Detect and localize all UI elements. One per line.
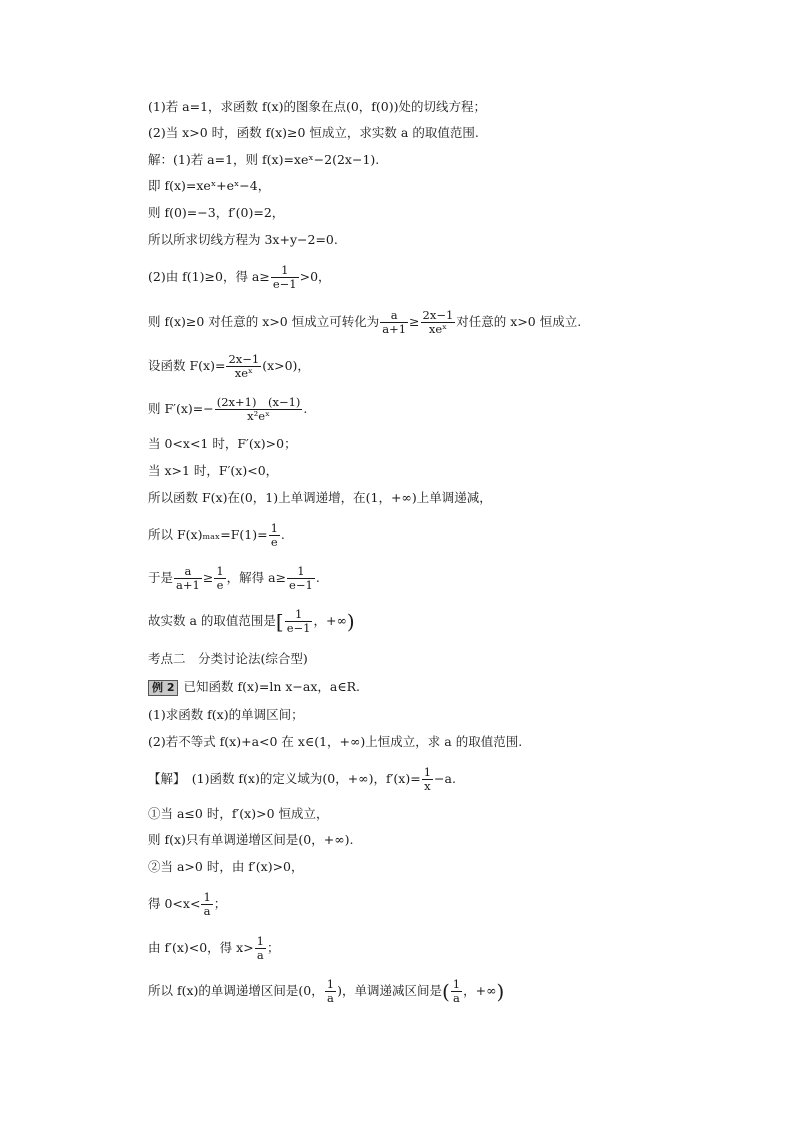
- fraction: $\frac{(2x+1) (x-1)}{\text{x²eˣ}}$: [216, 395, 301, 423]
- fraction: $\frac{a}{a+1}$: [176, 564, 200, 592]
- fraction: $\frac{1}{e-1}$: [289, 564, 313, 592]
- solution-line: 由 f′(x)<0，得 x> $\frac{1}{a}$ ；: [148, 934, 280, 962]
- example-part-2: (2)若不等式 f(x)+a<0 在 x∈(1，+∞)上恒成立，求 a 的取值范围.: [148, 734, 523, 749]
- solution-line: (2)由 f(1)≥0，得 a≥ $\frac{1}{e-1}$ >0，: [148, 263, 331, 291]
- solution-line: 所以 f(x)的单调递增区间是(0， $\frac{1}{a}$ )，单调递减区间是( $\frac{1}{a}$ ，+∞): [148, 977, 505, 1005]
- solution-line: 则 f(x)只有单调递增区间是(0，+∞).: [148, 832, 354, 847]
- fraction: $\frac{1}{e}$: [216, 564, 224, 592]
- solution-line: 则 f(0)=−3，f′(0)=2，: [148, 205, 285, 220]
- fraction: $\frac{1}{x}$: [423, 765, 432, 793]
- solution-line: 所以函数 F(x)在(0，1)上单调递增，在(1，+∞)上单调递减，: [148, 490, 492, 505]
- solution-line: 得 0<x< $\frac{1}{a}$ ；: [148, 890, 227, 918]
- question-part-1: (1)若 a=1，求函数 f(x)的图象在点(0，f(0))处的切线方程；: [148, 99, 487, 114]
- solution-line: 【解】 (1)函数 f(x)的定义域为(0，+∞)，f′(x)= $\frac{1}{x}$ −a.: [148, 765, 456, 793]
- example-part-1: (1)求函数 f(x)的单调区间；: [148, 707, 304, 722]
- fraction: $\frac{2x-1}{\text{xeˣ}}$: [228, 352, 260, 380]
- fraction: $\frac{1}{e-1}$: [286, 607, 311, 635]
- solution-line: 则 f(x)≥0 对任意的 x>0 恒成立可转化为 $\frac{a}{a+1}$ ≥ $\frac{2x-1}{\text{xeˣ}}$ 对任意的 x>0 恒成立.: [148, 308, 582, 336]
- solution-line: 解：(1)若 a=1，则 f(x)=xeˣ−2(2x−1).: [148, 152, 380, 167]
- solution-line: 则 F′(x)=− $\frac{(2x+1) (x-1)}{\text{x²eˣ}}$ .: [148, 395, 308, 423]
- solution-line: 当 x>1 时，F′(x)<0，: [148, 463, 279, 478]
- fraction: $\frac{a}{a+1}$: [382, 308, 407, 336]
- solution-line: 所以所求切线方程为 3x+y−2=0.: [148, 232, 338, 247]
- solution-line: 于是 $\frac{a}{a+1}$ ≥ $\frac{1}{e}$ ，解得 a≥ $\frac{1}{e-1}$ .: [148, 564, 320, 592]
- example-statement: 例 2 已知函数 f(x)=ln x−ax，a∈R.: [148, 679, 360, 696]
- fraction: $\frac{1}{a}$: [452, 977, 461, 1005]
- solution-line: 故实数 a 的取值范围是[ $\frac{1}{e-1}$ ，+∞): [148, 607, 355, 635]
- example-tag: 例 2: [148, 680, 178, 696]
- fraction: $\frac{1}{a}$: [256, 934, 264, 962]
- solution-line: ②当 a>0 时，由 f′(x)>0，: [148, 859, 304, 874]
- fraction: $\frac{1}{e}$: [270, 521, 278, 549]
- solution-line: 设函数 F(x)= $\frac{2x-1}{\text{xeˣ}}$ (x>0)，: [148, 352, 310, 380]
- fraction: $\frac{2x-1}{\text{xeˣ}}$: [422, 308, 454, 336]
- solution-line: 所以 F(x)ₘₐₓ=F(1)= $\frac{1}{e}$ .: [148, 521, 285, 549]
- fraction: $\frac{1}{a}$: [326, 977, 335, 1005]
- section-heading: 考点二 分类讨论法(综合型): [148, 651, 308, 666]
- solution-line: 当 0<x<1 时，F′(x)>0；: [148, 436, 297, 451]
- question-part-2: (2)当 x>0 时，函数 f(x)≥0 恒成立，求实数 a 的取值范围.: [148, 125, 479, 140]
- fraction: $\frac{1}{e-1}$: [272, 263, 297, 291]
- fraction: $\frac{1}{a}$: [203, 890, 211, 918]
- solution-line: ①当 a≤0 时，f′(x)>0 恒成立，: [148, 806, 329, 821]
- solution-line: 即 f(x)=xeˣ+eˣ−4，: [148, 178, 271, 193]
